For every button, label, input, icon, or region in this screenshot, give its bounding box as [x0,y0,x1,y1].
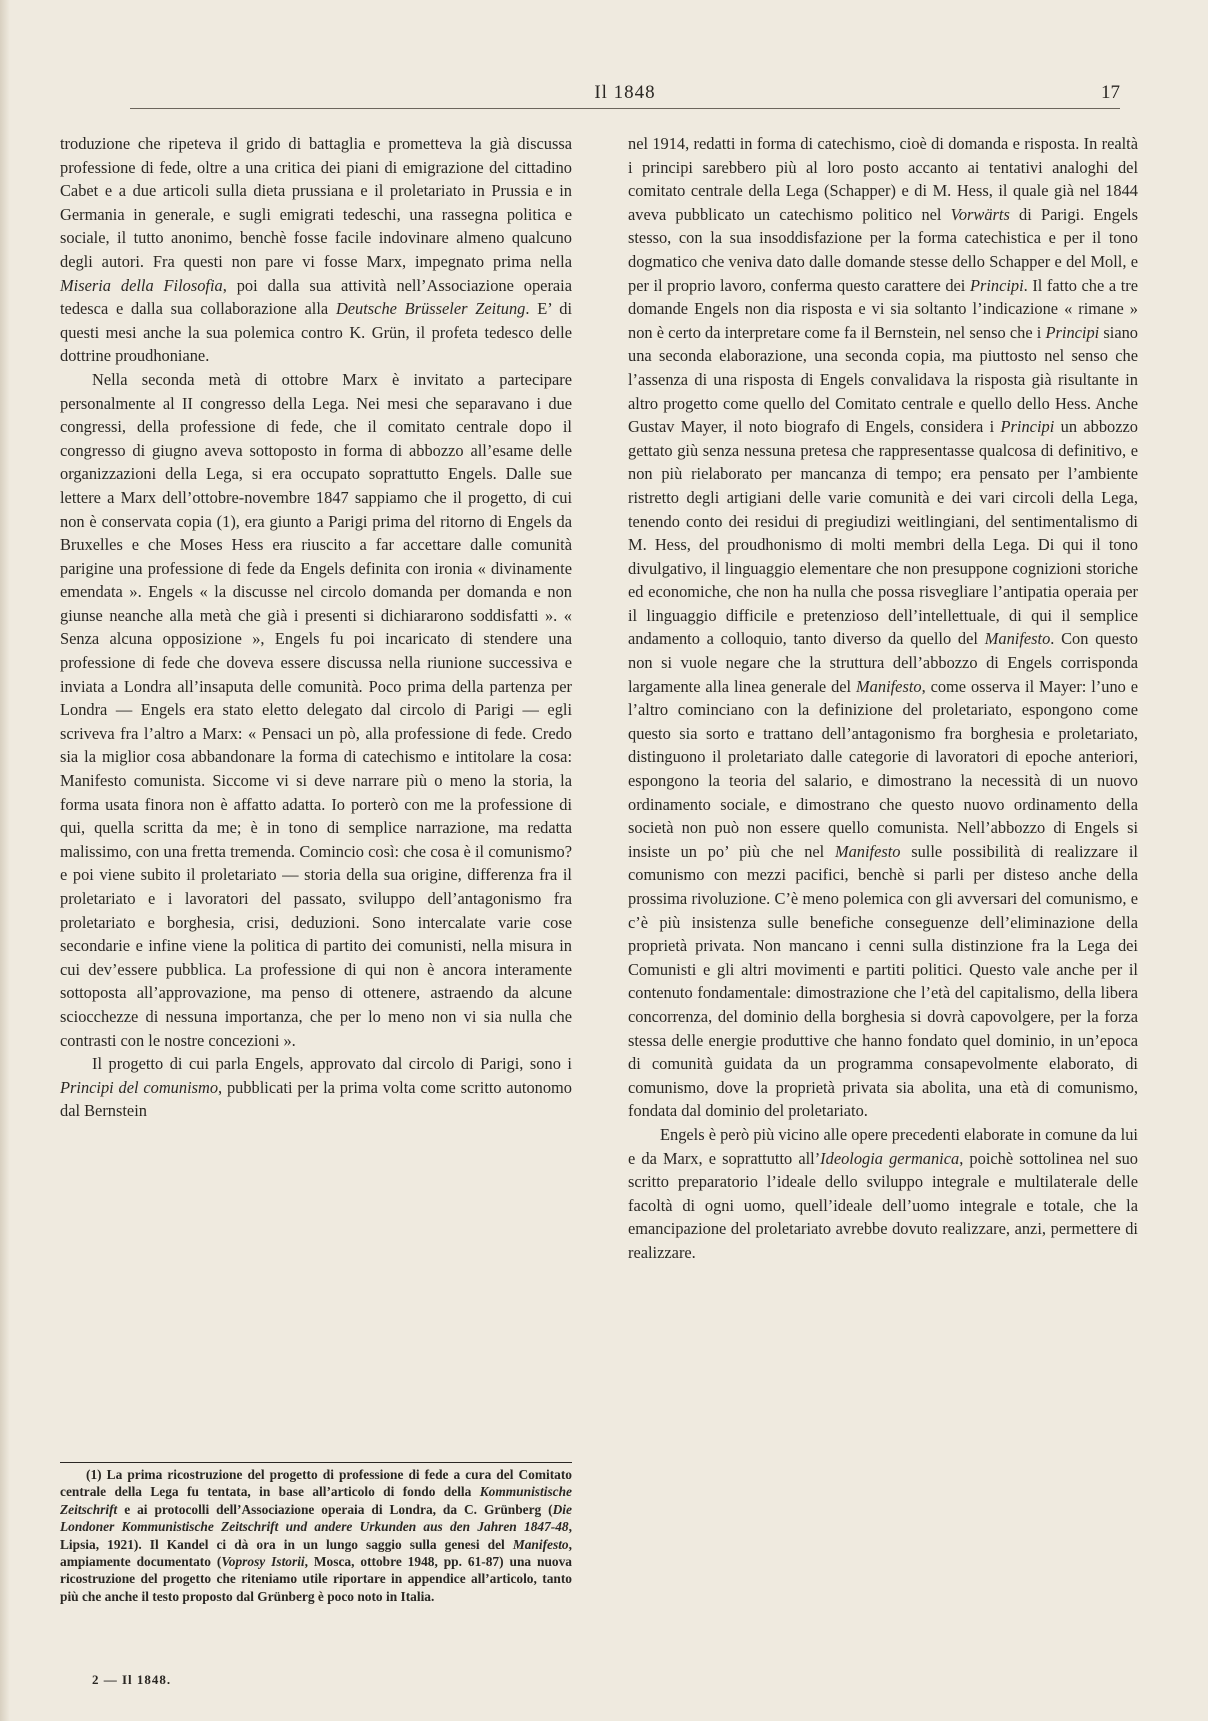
running-header [130,80,1120,109]
printer-signature: 2 — Il 1848. [92,1672,172,1687]
paragraph-continued: troduzione che ripeteva il grido di battaglia e prometteva la già discussa professione di fede, oltre a una critica dei piani di emigrazione del cittadino Cabet e a due articoli sulla dieta prussiana e il proletariato in Prussia e in Germania in generale, e sugli emigrati tedeschi, una rassegna politica e sociale, il tutto anonimo, benchè fosse facile indovinare almeno qualcuno degli autori. Fra questi non pare vi fosse Marx, impegnato prima nella Miseria della Filosofia, poi dalla sua attività nell’Associazione operaia tedesca e dalla sua collaborazione alla Deutsche Brüsseler Zeitung. E’ di questi mesi anche la sua polemica contro K. Grün, il profeta tedesco delle dottrine proudhoniane. [60,134,573,366]
paragraph-catechism: nel 1914, redatti in forma di catechismo, cioè di domanda e risposta. In realtà i principi sarebbero più al loro posto accanto ai tentativi analoghi del comitato centrale della Lega (Schapper) e di M. Hess, il quale già nel 1844 aveva pubblicato un catechismo politico nel Vorwärts di Parigi. Engels stesso, con la sua insoddisfazione per la forma catechistica e per il tono dogmatico che veniva dato dalle domande stesse dello Schapper e del Moll, e per il proprio lavoro, conferma questo carattere dei Principi. Il fatto che a tre domande Engels non dia risposta e vi sia soltanto l’indicazione « rimane » non è certo da interpretare come fa il Bernstein, nel senso che i Principi siano una seconda elaborazione, una seconda copia, ma piuttosto nel senso che l’assenza di una risposta di Engels convalidava la risposta già risultante in altro progetto come quello del Comitato centrale e quello dello Hess. Anche Gustav Mayer, il noto biografo di Engels, considera i Principi un abbozzo gettato giù senza nessuna pretesa che rappresentasse qualcosa di definitivo, e non più rielaborato per mancanza di tempo; era pensato per l’ambiente ristretto degli artigiani delle varie comunità e dei vari circoli della Lega, tenendo conto dei residui di pregiudizi weitlingiani, del sentimentalismo di M. Hess, del proudhonismo di molti membri della Lega. Di qui il tono divulgativo, il linguaggio elementare che non presuppone cognizioni storiche ed economiche, che non ha nulla che possa risvegliare l’antipatia operaia per il linguaggio difficile e pretenzioso dell’intellettuale, di qui il semplice andamento a colloquio, tanto diverso da quello del Manifesto. Con questo non si vuole negare che la struttura dell’abbozzo di Engels corrisponda largamente alla linea generale del Manifesto, come osserva il Mayer: l’uno e l’altro cominciano con la definizione del proletariato, espongono come questo sia sorto e trattano dell’antagonismo fra borghesia e proletariato, distinguono il proletariato dalle categorie di lavoratori di epoche anteriori, espongono la teoria del salario, e dimostrano la necessità di un nuovo ordinamento sociale, e dimostrano che questo nuovo ordinamento della società non può non essere quello comunista. Nell’abbozzo di Engels si insiste un po’ più che nel Manifesto sulle possibilità di realizzare il comunismo con mezzi pacifici, benchè si parli per disteso anche della prossima rivoluzione. C’è meno polemica con gli avversari del comunismo, e c’è più insistenza sulle benefiche conseguenze dell’eliminazione della proprietà privata. Non mancano i cenni sulla distinzione fra la Lega dei Comunisti e gli altri movimenti e partiti politici. Questo vale anche per il contenuto fondamentale: dimostrazione che l’età del capitalismo, della libera concorrenza, del dominio della borghesia si dovrà capovolgere, per la forza stessa delle energie produttive che hanno fondato quel dominio, in un’epoca di comunità guidata da un programma consapevolmente elaborato, di comunismo, dove la proprietà privata sia abolita, una età di comunismo, fondata dal dominio del proletariato. [628,134,1139,1121]
right-column [628,132,1138,1265]
paragraph-progetto: Il progetto di cui parla Engels, approvato dal circolo di Parigi, sono i Principi del comunismo, pubblicati per la prima volta come scritto autonomo dal Bernstein [60,1054,572,1121]
title-deutsche-brusseler-zeitung: Deutsche Brüsseler Zeitung [335,299,526,319]
left-column [60,132,572,1123]
paragraph-ideologia: Engels è però più vicino alle opere precedenti elaborate in comune da lui e da Marx, e soprattutto all’Ideologia germanica, poichè sottolinea nel suo scritto preparatorio l’ideale dello sviluppo integrale e multilaterale delle facoltà di ogni uomo, quell’ideale dell’uomo integrale e totale, che la emancipazione del proletariato avrebbe dovuto realizzare, anzi, permettere di realizzare. [628,1124,1139,1262]
page-number: 17 [1101,82,1120,103]
footnote-rule [60,1462,572,1463]
footnote [60,1466,572,1605]
page-spine-shadow [0,0,10,1721]
title-principi-del-comunismo: Principi del comunismo [60,1077,219,1097]
running-title: Il 1848 [594,82,656,103]
title-ideologia-germanica: Ideologia germanica [820,1148,960,1168]
title-miseria-della-filosofia: Miseria della Filosofia [60,275,223,295]
paragraph-october: Nella seconda metà di ottobre Marx è invitato a partecipare personalmente al II congresso della Lega. Nei mesi che separavano i due congressi, della professione di fede, che il comitato centrale dopo il congresso di giugno aveva sottoposto in forma di abbozzo all’esame delle organizzazioni della Lega, si era occupato soprattutto Engels. Dalle sue lettere a Marx dell’ottobre-novembre 1847 sappiamo che il progetto, di cui non è conservata copia (1), era giunto a Parigi prima del ritorno di Engels da Bruxelles e che Moses Hess era riuscito a far accettare dalle comunità parigine una professione di fede da Engels definita con ironia « divinamente emendata ». Engels « la discusse nel circolo domanda per domanda e non giunse neanche alla metà che già i presenti si dichiararono soddisfatti ». « Senza alcuna opposizione », Engels fu poi incaricato di stendere una professione di fede che doveva essere discussa nella riunione successiva e inviata a Londra all’insaputa delle comunità. Poco prima della partenza per Londra — Engels era stato eletto delegato dal circolo di Parigi — egli scriveva fra l’altro a Marx: « Pensaci un pò, alla professione di fede. Credo sia la miglior cosa abbandonare la forma di catechismo e intitolare la cosa: Manifesto comunista. Siccome vi si deve narrare più o meno la storia, la forma usata finora non è affatto adatta. Io porterò con me la professione di qui, quella scritta da me; è in tono di semplice narrazione, ma redatta malissimo, con una fretta tremenda. Comincio così: che cosa è il comunismo? e poi viene subito il proletariato — storia della sua origine, differenza fra il proletariato e i lavoratori del passato, sviluppo dell’antagonismo fra proletariato e borghesia, crisi, deduzioni. Sono intercalate varie cose secondarie e infine viene la politica di partito dei comunisti, nella misura in cui dev’essere pubblica. La professione di qui non è ancora interamente sottoposta all’approvazione, ma penso di ottenere, astraendo da alcune sciocchezze di nessuna importanza, che per lo meno non vi sia nulla che contrasti con le nostre concezioni ». [60,369,572,1050]
footnote-text: (1) La prima ricostruzione del progetto di professione di fede a cura del Comitato centrale della Lega fu tentata, in base all’articolo di fondo della Kommunistische Zeitschrift e ai protocolli dell’Associazione operaia di Londra, da C. Grünberg (Die Londoner Kommunistische Zeitschrift und andere Urkunden aus den Jahren 1847-48, Lipsia, 1921). Il Kandel ci dà ora in un lungo saggio sulla genesi del Manifesto, ampiamente documentato (Voprosy Istorii, Mosca, ottobre 1948, pp. 61-87) una nuova ricostruzione del progetto che riteniamo utile riportare in appendice all’articolo, tanto più che anche il testo proposto dal Grünberg è poco noto in Italia. [60,1467,572,1604]
